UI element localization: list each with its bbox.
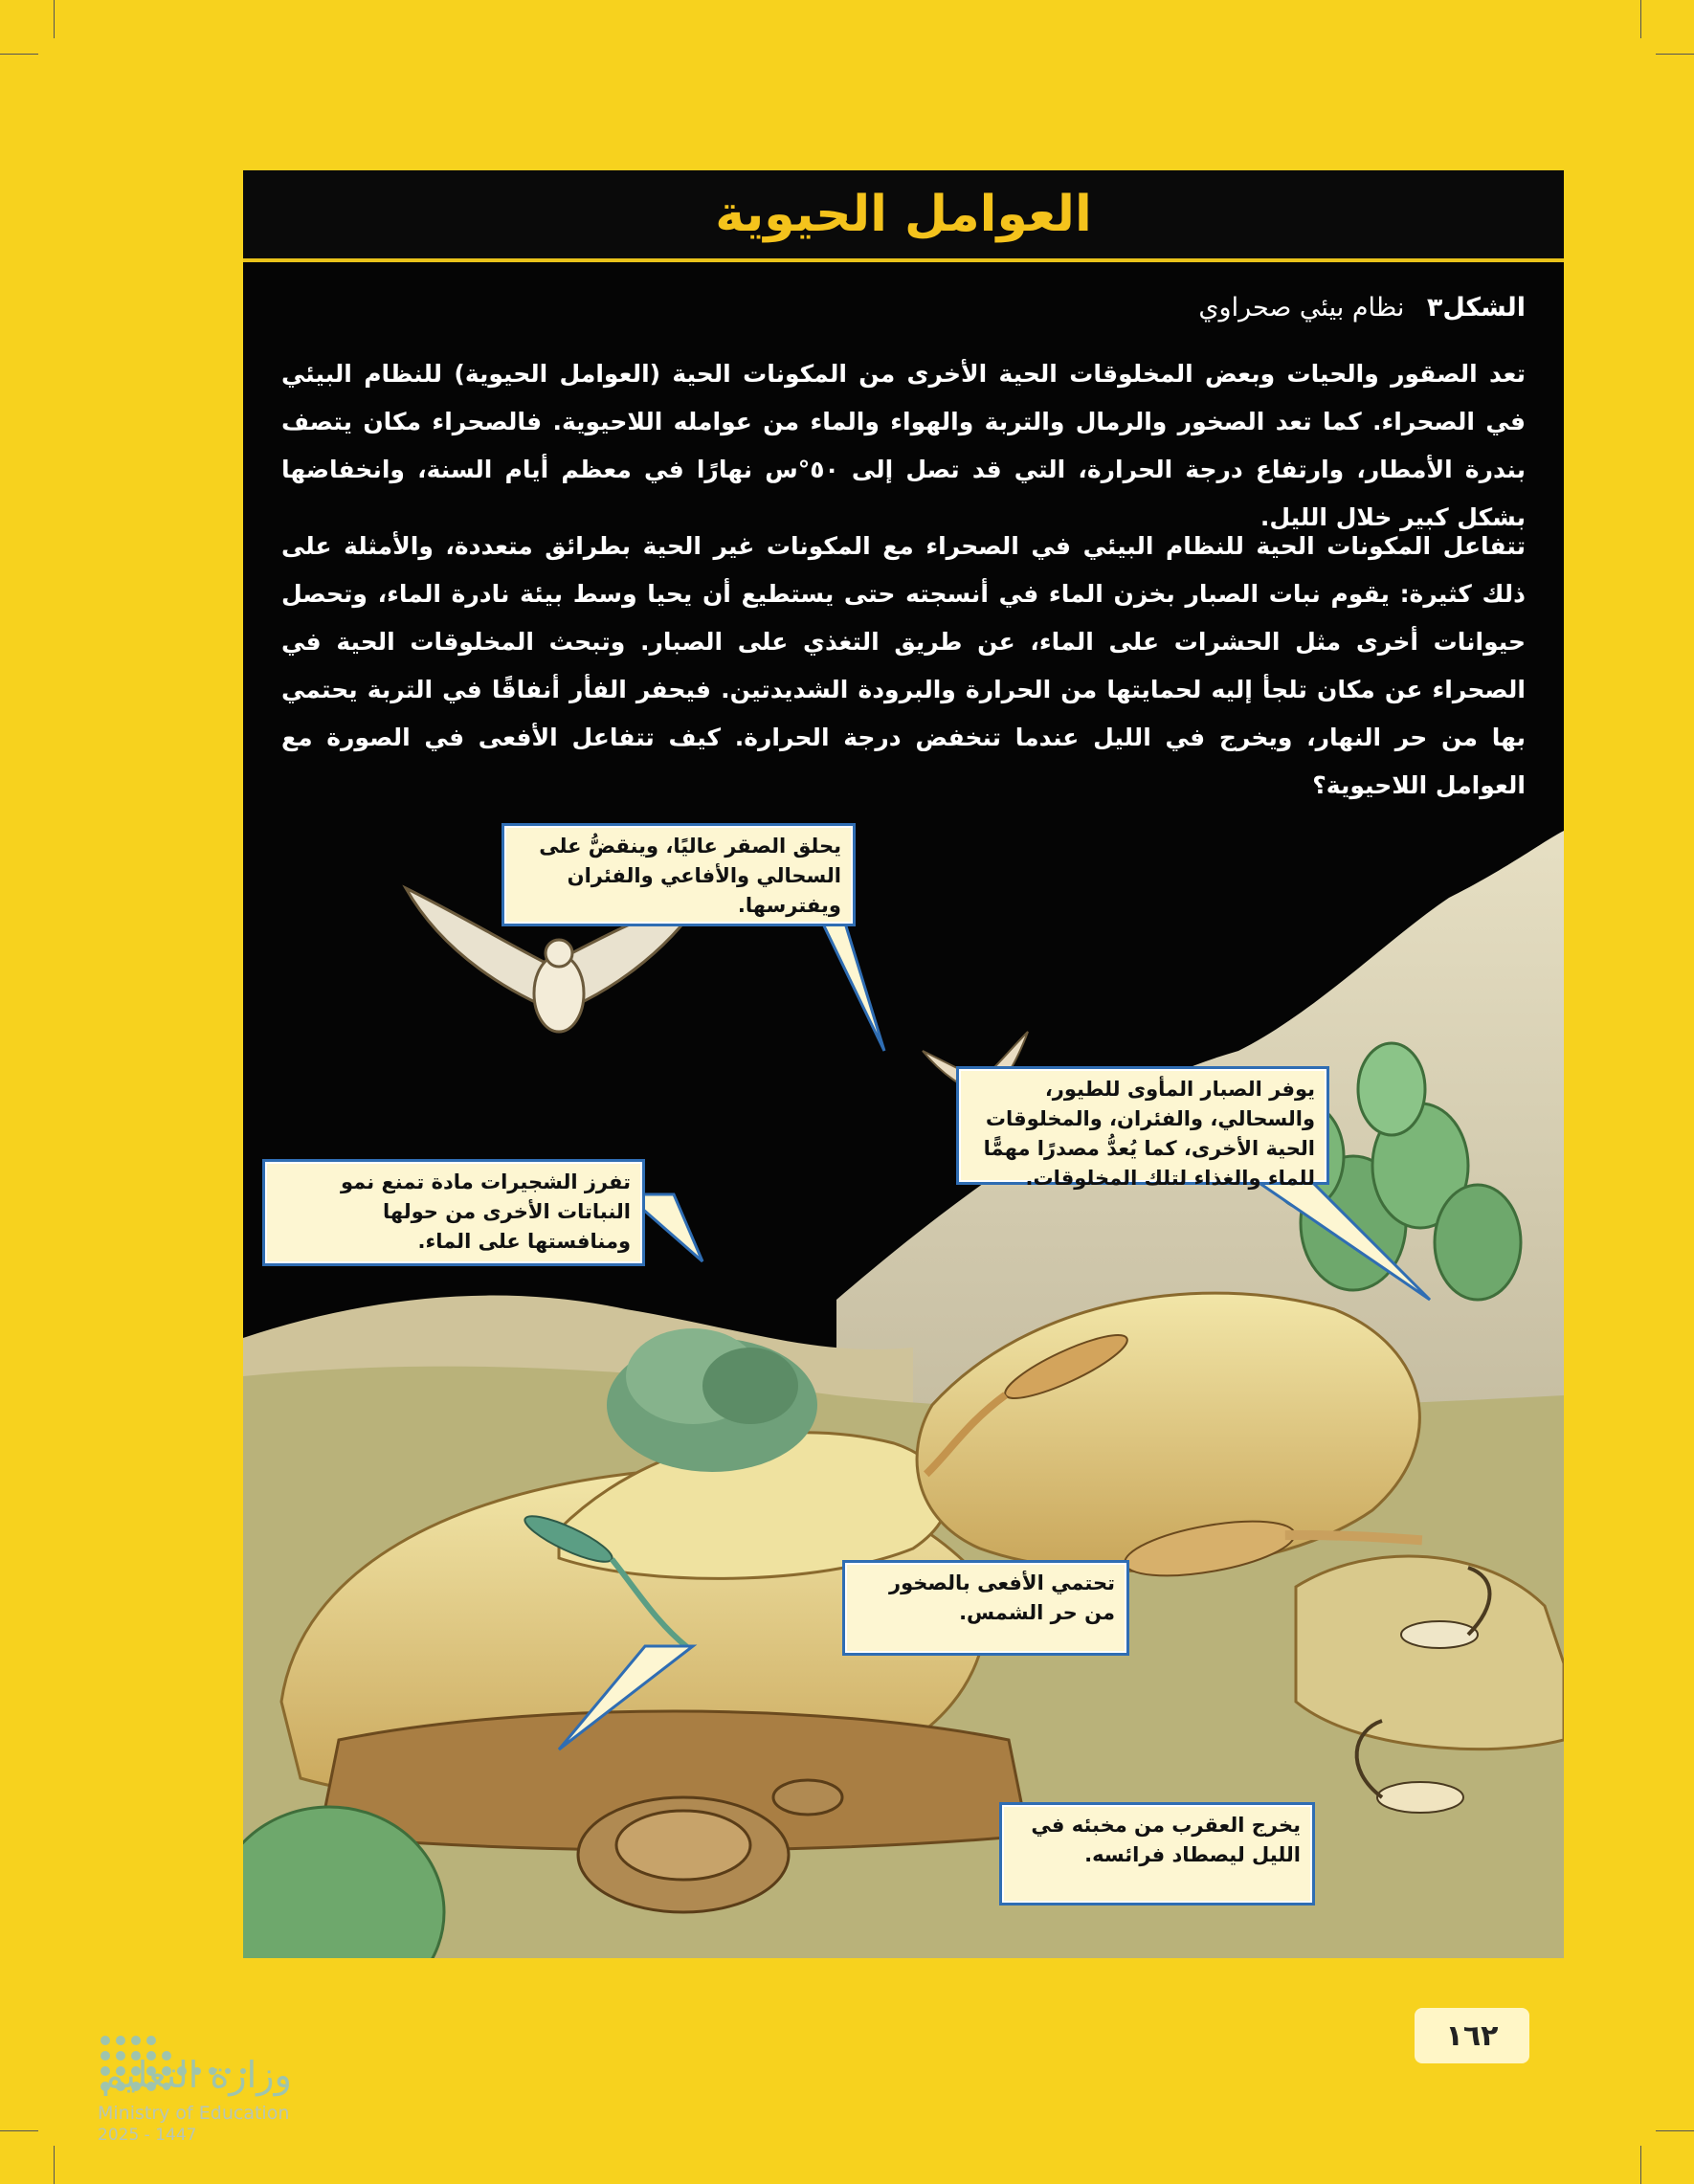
ministry-logo-english: Ministry of Education: [98, 2103, 290, 2124]
figure-caption-text: نظام بيئي صحراوي: [1198, 293, 1405, 323]
crop-mark: [0, 54, 38, 55]
crop-mark: [1656, 2130, 1694, 2131]
body-paragraph-2: تتفاعل المكونات الحية للنظام البيئي في الصحراء مع المكونات غير الحية بطرائق متعددة، والأمثلة على ذلك كثيرة: يقوم نبات الصبار بخزن الماء في أنسجته حتى يستطيع أن يحيا وسط بيئة نادرة الماء، وتحصل حيوانات أخرى مثل الحشرات على الماء، عن طريق التغذي على الصبار. وتبحث المخلوقات الحية في الصحراء عن مكان تلجأ إليه لحمايتها من الحرارة والبرودة الشديدتين. فيحفر الفأر أنفاقًا في التربة يحتمي بها من حر النهار، ويخرج في الليل عندما تنخفض درجة الحرارة. كيف تتفاعل الأفعى في الصورة مع العوامل اللاحيوية؟: [281, 532, 1526, 799]
callout-snake: تحتمي الأفعى بالصخور من حر الشمس.: [842, 1560, 1129, 1656]
crop-mark: [1640, 0, 1641, 38]
ministry-logo-arabic: وزارة التعليم: [101, 2054, 292, 2096]
ministry-logo-year: 2025 - 1447: [98, 2126, 197, 2145]
crop-mark: [1656, 54, 1694, 55]
section-title: العوامل الحيوية: [715, 186, 1092, 243]
body-paragraph-1: تعد الصقور والحيات وبعض المخلوقات الحية الأخرى من المكونات الحية (العوامل الحيوية) للنظام البيئي في الصحراء. كما تعد الصخور والرمال والتربة والهواء والماء من عوامله اللاحيوية. فالصحراء مكان يتصف بندرة الأمطار، وارتفاع درجة الحرارة، التي قد تصل إلى ٥٠°س نهارًا في معظم أيام السنة، وانخفاضها بشكل كبير خلال الليل.: [281, 360, 1526, 531]
crop-mark: [1640, 2146, 1641, 2184]
crop-mark: [0, 2130, 38, 2131]
figure-panel: [243, 170, 1564, 1958]
crop-mark: [54, 2146, 55, 2184]
crop-mark: [54, 0, 55, 38]
section-header: [243, 170, 1564, 262]
callout-hawk: يحلق الصقر عاليًا، وينقضُّ على السحالي والأفاعي والفئران ويفترسها.: [502, 823, 856, 926]
page-number: ١٦٢: [1415, 2008, 1529, 2063]
callout-cactus: يوفر الصبار المأوى للطيور، والسحالي، والفئران، والمخلوقات الحية الأخرى، كما يُعدُّ مصدرًا مهمًّا للماء والغذاء لتلك المخلوقات.: [956, 1066, 1329, 1185]
figure-caption: [1198, 293, 1526, 323]
callout-scorpion: يخرج العقرب من مخبئه في الليل ليصطاد فرائسه.: [999, 1802, 1315, 1905]
callout-shrub: تفرز الشجيرات مادة تمنع نمو النباتات الأخرى من حولها ومنافستها على الماء.: [262, 1159, 645, 1266]
figure-number: الشكل٣: [1426, 293, 1526, 323]
